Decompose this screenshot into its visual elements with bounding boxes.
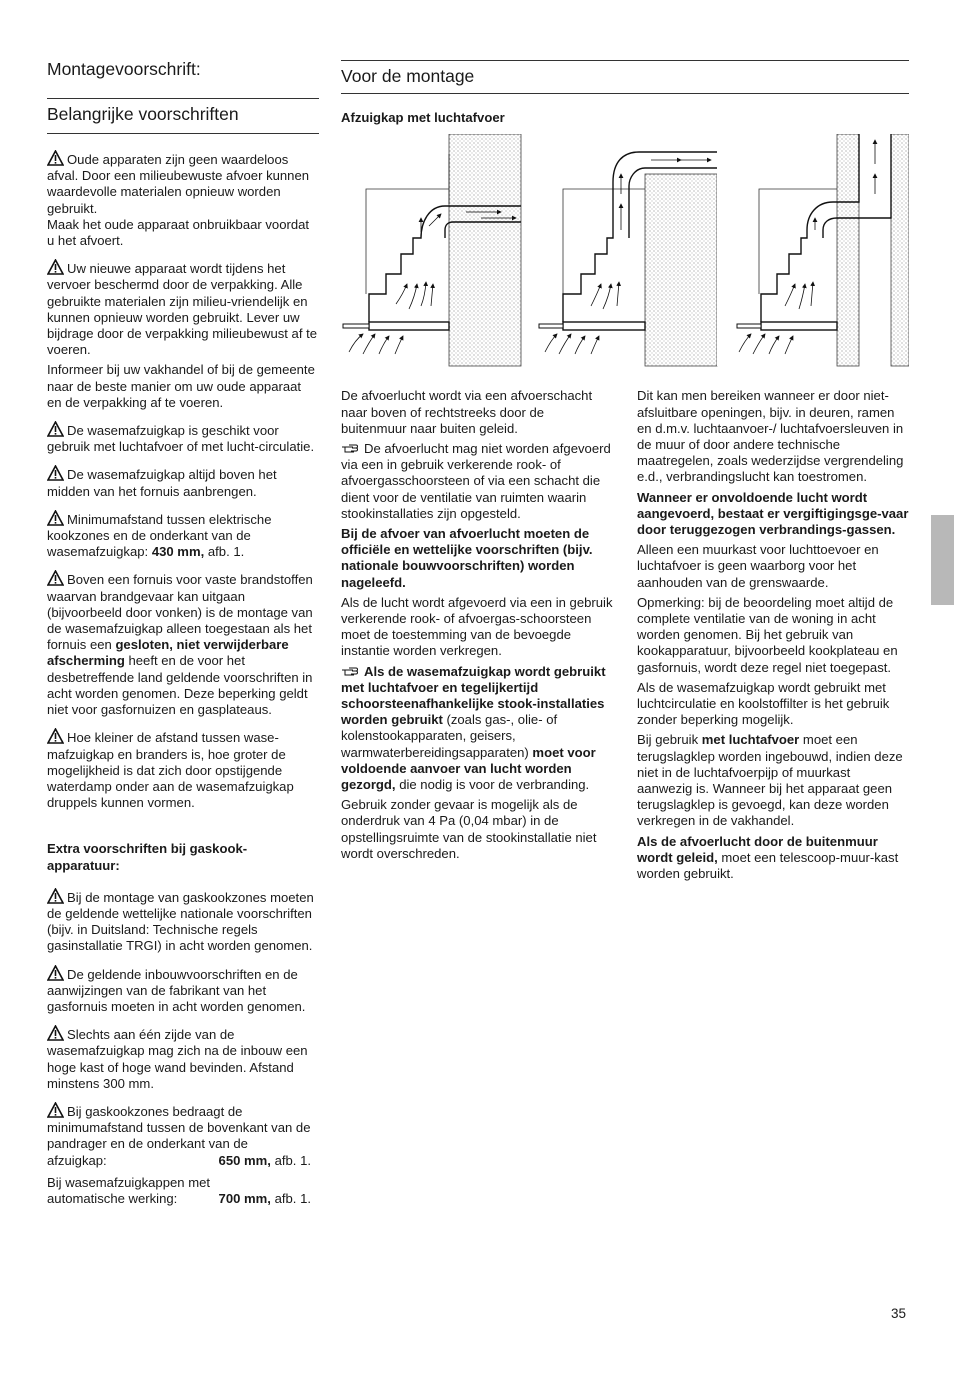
warning-triangle-icon <box>47 570 64 586</box>
left-column <box>47 58 319 1207</box>
warning-paragraph: De geldende inbouwvoorschriften en de aanwijzingen van de fabrikant van het gasfornuis moeten in acht worden genomen. <box>47 966 306 1014</box>
diagram-panel-2 <box>539 134 719 366</box>
warning-triangle-icon <box>47 465 64 481</box>
section-title: Voor de montage <box>341 60 909 94</box>
body-paragraph: Informeer bij uw vakhandel of bij de gemeente naar de beste manier om uw oude apparaat en de verpakking af te voeren. <box>47 362 315 410</box>
warning-paragraph: De wasemafzuigkap altijd boven het midden van het fornuis aanbrengen. <box>47 467 277 499</box>
warning-triangle-icon <box>47 150 64 166</box>
warning-paragraph: Bij gaskookzones bedraagt de minimumafstand tussen de bovenkant van de pandrager en de onderkant van de <box>47 1103 311 1152</box>
diagram-panel-3 <box>737 134 909 366</box>
body-paragraph: Als de afvoerlucht door de buitenmuur wordt geleid, moet een telescoop-muur-kast worden gebruikt. <box>637 833 899 882</box>
body-paragraph-bold: Bij de afvoer van afvoerlucht moeten de officiële en wettelijke voorschriften (bijv. nationale bouwvoorschriften) worden nageleefd. <box>341 526 593 590</box>
warning-paragraph: Hoe kleiner de afstand tussen wase-mafzuigkap en branders is, hoe groter de mogelijkheid is dat zich door opstijgende waterdamp onder aan de wasemafzuigkap druppels kunnen vormen. <box>47 730 294 811</box>
warning-triangle-icon <box>47 421 64 437</box>
body-paragraph: Als de lucht wordt afgevoerd via een in gebruik verkerende rook- of afvoergas-schoorsteen moet de toestemming van de bevoegde instantie worden verkregen. <box>341 594 613 659</box>
text-column-2 <box>637 388 909 892</box>
warning-paragraph: De wasemafzuigkap is geschikt voor gebruik met luchtafvoer of met lucht-circulatie. <box>47 423 315 455</box>
chapter-tab-marker <box>931 515 954 605</box>
warning-paragraph: Minimumafstand tussen elektrische kookzones en de onderkant van de wasemafzuigkap: 430 mm, afb. 1. <box>47 511 272 560</box>
hand-note-paragraph: De afvoerlucht mag niet worden afgevoerd via een in gebruik verkerende rook- of afvoergasschoorsteen of via een schacht die dient voor de ventilatie van ruimten waarin stookinstallaties zijn opgesteld. <box>341 441 611 521</box>
warning-triangle-icon <box>47 1025 64 1041</box>
body-line: Bij wasemafzuigkappen met <box>47 1174 211 1190</box>
warning-triangle-icon <box>47 965 64 981</box>
body-paragraph: Bij gebruik met luchtafvoer moet een terugslagklep worden ingebouwd, indien deze niet in de luchtafvoerpijp of muurkast aanwezig is. Wanneer bij het apparaat geen terugslagklep is gevoegd, kan deze worden verkregen in de vakhandel. <box>637 732 903 829</box>
warning-triangle-icon <box>47 728 64 744</box>
warning-paragraph: Bij de montage van gaskookzones moeten de geldende wettelijke nationale voorschriften (bijv. in Duitsland: Technische regels gasinstallatie TRGI) in acht worden genomen. <box>47 889 314 954</box>
section-subtitle: Belangrijke voorschriften <box>47 98 319 134</box>
warning-triangle-icon <box>47 510 64 526</box>
body-paragraph: Gebruik zonder gevaar is mogelijk als de onderdruk van 4 Pa (0,04 mbar) in de opstellingsruimte van de stookinstallatie niet wordt overschreden. <box>341 797 597 861</box>
warning-paragraph: Uw nieuwe apparaat wordt tijdens het vervoer beschermd door de verpakking. Alle gebruikte materialen zijn milieu-vriendelijk en kunnen opnieuw worden gebruikt. Lever uw bijdrage door de verpakking milieubewust af te voeren. <box>47 261 318 358</box>
warning-triangle-icon <box>47 888 64 904</box>
warning-paragraph: Oude apparaten zijn geen waardeloos afval. Door een milieubewuste afvoer kunnen waardevolle materialen opnieuw worden gebruikt. Maak het oude apparaat onbruikbaar voordat u het afvoert. <box>47 152 310 249</box>
warning-triangle-icon <box>47 259 64 275</box>
body-paragraph: Als de wasemafzuigkap wordt gebruikt met luchtcirculatie en koolstoffilter is het gebruik zonder beperking mogelijk. <box>637 679 890 728</box>
section-title: Montagevoorschrift: <box>47 59 201 79</box>
body-paragraph: Alleen een muurkast voor luchttoevoer en luchtafvoer is geen waarborg voor het aanhouden van de grenswaarde. <box>637 542 879 590</box>
body-paragraph-bold: Wanneer er onvoldoende lucht wordt aangevoerd, bestaat er vergiftigingsge-vaar door teruggezogen verbrandings-gassen. <box>637 489 909 538</box>
distance-row: afzuigkap: 650 mm, afb. 1. <box>47 1152 311 1168</box>
text-column-1 <box>341 388 613 892</box>
right-text-columns <box>341 388 909 892</box>
hand-note-paragraph: Als de wasemafzuigkap wordt gebruikt met luchtafvoer en tegelijkertijd schoorsteenafhankelijke stook-installaties worden gebruikt (zoals gas-, olie- of kolenstookapparaten, geisers, warmwaterbereidingsapparaten) moet voor voldoende aanvoer van lucht worden gezorgd, die nodig is voor de verbranding. <box>341 663 606 793</box>
warning-paragraph: Boven een fornuis voor vaste brandstoffen waarvan brandgevaar kan uitgaan (bijvoorbeeld door vonken) is de montage van de wasemafzuigkap alleen toegestaan als het fornuis een gesloten, niet verwijderbare afscherming heeft en de voor het desbetreffende land geldende voorschriften in acht worden genomen. Deze beperking geldt niet voor gasfornuizen en gasplateaus. <box>47 572 313 718</box>
body-paragraph: Opmerking: bij de beoordeling moet altijd de complete ventilatie van de woning in acht worden genomen. Bij het gebruik van kookapparatuur, bijvoorbeeld kookplateau en gasfornuis, wordt deze regel niet toegepast. <box>637 594 898 675</box>
pointing-hand-icon <box>341 442 362 454</box>
warning-triangle-icon <box>47 1102 64 1118</box>
installation-diagram <box>341 134 909 370</box>
right-column <box>341 60 909 892</box>
body-paragraph: De afvoerlucht wordt via een afvoerschacht naar boven of rechtstreeks door de buitenmuur naar buiten geleid. <box>341 388 593 436</box>
subheading: Afzuigkap met luchtafvoer <box>341 110 505 125</box>
subheading-gas: Extra voorschriften bij gaskook-apparatuur: <box>47 841 248 873</box>
page-number: 35 <box>891 1306 907 1321</box>
pointing-hand-icon <box>341 665 362 677</box>
warning-paragraph: Slechts aan één zijde van de wasemafzuigkap mag zich na de inbouw een hoge kast of hoge wand bevinden. Afstand minstens 300 mm. <box>47 1027 308 1091</box>
body-paragraph: Dit kan men bereiken wanneer er door niet-afsluitbare openingen, bijv. in deuren, ramen en d.m.v. luchtaanvoer-/ luchtafvoersleuven in de muur of door andere technische maatregelen, zoals wederzijdse vergrendeling e.d., verbrandingslucht kan toestromen. <box>637 388 904 485</box>
diagram-panel-1 <box>343 134 521 366</box>
distance-row: automatische werking: 700 mm, afb. 1. <box>47 1190 311 1206</box>
